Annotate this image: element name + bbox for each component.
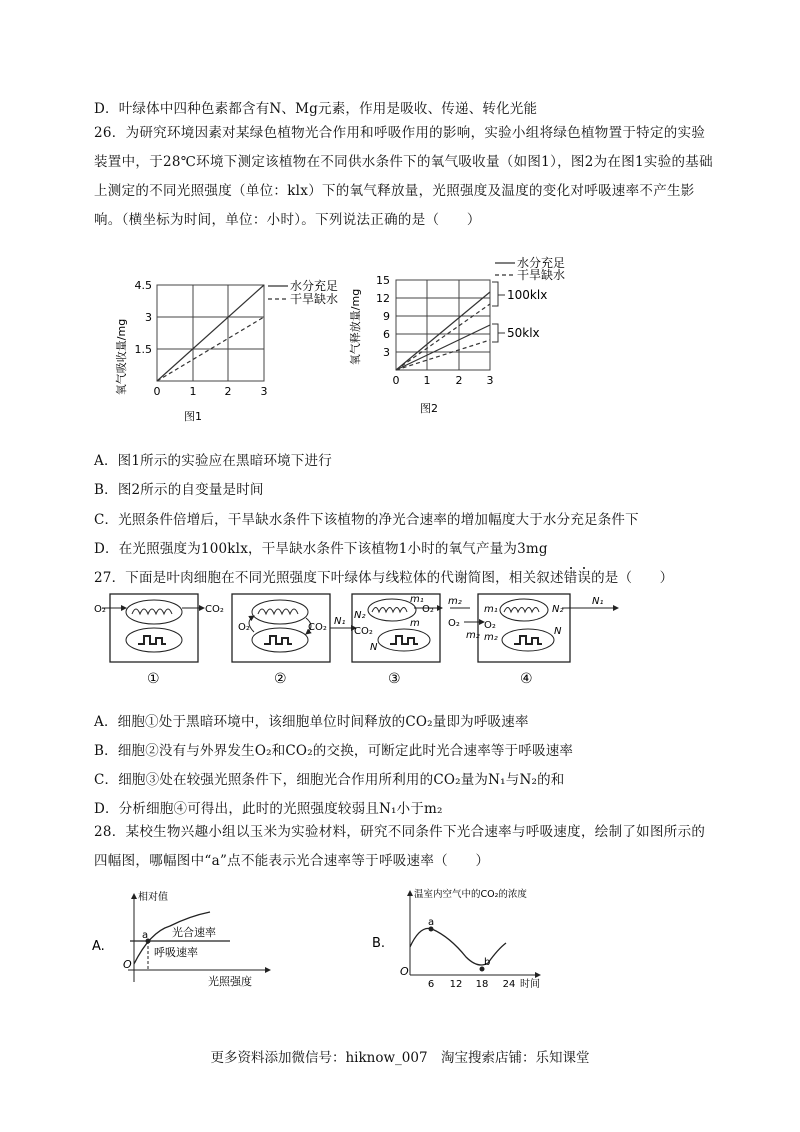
q27-option-c: C．细胞③处在较强光照条件下，细胞光合作用所利用的CO₂量为N₁与N₂的和 [94, 772, 565, 788]
q28a-curve-respiration: 呼吸速率 [154, 946, 198, 959]
fig2-legend-1: 水分充足 [517, 256, 566, 270]
q27-stem [94, 566, 673, 586]
q28b-point-b: b [484, 957, 491, 968]
fig2-ylabel: 氧气释放量/mg [349, 288, 362, 366]
fig2-caption: 图2 [420, 402, 438, 415]
q27-cells-diagram [92, 588, 622, 688]
q27-option-b: B．细胞②没有与外界发生O₂和CO₂的交换，可断定此时光合速率等于呼吸速率 [94, 743, 574, 759]
fig2-ytick-3: 3 [383, 346, 390, 359]
fig1-xtick-3: 3 [260, 385, 268, 398]
fig1-legend-2: 干旱缺水 [290, 292, 339, 306]
mid-m2-label: m₂ [466, 630, 480, 641]
cell4-n1-label: N₁ [592, 596, 604, 607]
cell-3 [330, 594, 470, 687]
q28-figure-b [370, 885, 570, 993]
fig1-ylabel: 氧气吸收量/mg [115, 318, 128, 396]
fig2-ytick-15: 15 [376, 274, 390, 287]
fig1-series-water-sufficient [157, 285, 264, 381]
cell3-co2-label: CO₂ [354, 626, 373, 637]
footer-note: 更多资料添加微信号：hiknow_007 淘宝搜索店铺：乐知课堂 [210, 1050, 590, 1066]
q28-option-b-label: B. [372, 936, 386, 951]
fig2-xtick-0: 0 [392, 374, 400, 387]
fig1-legend-1: 水分充足 [290, 279, 339, 293]
cell4-n-label: N [554, 626, 562, 637]
q28b-xtick-18: 18 [475, 979, 489, 990]
fig1-xtick-2: 2 [224, 385, 232, 398]
cell-1 [94, 594, 224, 687]
cell1-o2-label: O₂ [94, 604, 106, 615]
q28b-origin: O [400, 965, 409, 978]
fig1-ytick-3: 1.5 [134, 343, 152, 356]
cell2-o2-label: O₂ [238, 622, 250, 633]
q28-option-a-label: A. [92, 939, 105, 954]
q28b-xtick-6: 6 [427, 979, 435, 990]
q27-option-a: A．细胞①处于黑暗环境中，该细胞单位时间释放的CO₂量即为呼吸速率 [94, 714, 529, 730]
fig2-series-50klx-drought [396, 340, 490, 370]
cell1-co2-label: CO₂ [205, 604, 224, 615]
q28a-curve-photosynthesis: 光合速率 [172, 926, 216, 939]
q28a-xlabel: 光照强度 [208, 975, 252, 988]
cell3-m-label: m [410, 618, 420, 629]
cell4-n2-label: N₂ [552, 604, 564, 615]
fig2-ytick-12: 12 [376, 292, 390, 305]
fig2-group-100klx: 100klx [507, 288, 548, 302]
cell4-o2-label: O₂ [484, 620, 496, 631]
cell3-m2-label: m₂ [448, 596, 462, 607]
q28b-xunit: 时间 [520, 979, 540, 990]
fig2-xtick-2: 2 [455, 374, 463, 387]
q28-stem: 28．某校生物兴趣小组以玉米为实验材料，研究不同条件下光合速率与呼吸速度，绘制了如图所示的四幅图，哪幅图中“a”点不能表示光合速率等于呼吸速率（ ） [94, 824, 706, 869]
cell3-n-label: N [370, 642, 378, 653]
q26-stem: 26．为研究环境因素对某绿色植物光合作用和呼吸作用的影响，实验小组将绿色植物置于特定的实验装置中，于28℃环境下测定该植物在不同供水条件下的氧气吸收量（如图1），图2为在图1实验的基础上测定的不同光照强度（单位：klx）下的氧气释放量，光照强度及温度的变化对呼吸速率不产生影响。（横坐标为时间，单位：小时）。下列说法正确的是（ ） [94, 125, 713, 228]
cell-label-2: ② [274, 671, 287, 687]
cell-4 [478, 594, 618, 687]
fig2-ytick-6: 6 [383, 328, 390, 341]
q27-stem-end: 的是（ ） [591, 570, 674, 586]
q27-emph-2: 误 [577, 570, 592, 586]
cell4-m2-label: m₂ [484, 632, 498, 643]
q28-figure-a [90, 888, 280, 993]
cell3-o2-label: O₂ [422, 604, 434, 615]
mid-o2-label: O₂ [448, 618, 460, 629]
figure-1 [108, 252, 348, 427]
q26-option-a: A．图1所示的实验应在黑暗环境下进行 [94, 453, 332, 469]
fig2-series-100klx-drought [396, 304, 490, 370]
cell-label-1: ① [147, 671, 160, 687]
fig2-ytick-9: 9 [383, 310, 390, 323]
q26-option-d: D．在光照强度为100klx，干旱缺水条件下该植物1小时的氧气产量为3mg [94, 541, 548, 557]
fig2-bracket-100klx [492, 282, 505, 306]
q28a-origin: O [123, 958, 132, 971]
fig2-xtick-1: 1 [423, 374, 431, 387]
cell-2 [232, 594, 330, 687]
figure-2 [345, 252, 590, 422]
fig1-caption: 图1 [184, 410, 202, 423]
fig2-series-100klx-water [396, 292, 490, 370]
fig2-legend-2: 干旱缺水 [517, 268, 566, 282]
fig2-group-50klx: 50klx [507, 326, 540, 340]
q28b-ylabel: 温室内空气中的CO₂的浓度 [414, 889, 527, 900]
fig2-xtick-3: 3 [486, 374, 494, 387]
q27-stem-text: 27．下面是叶肉细胞在不同光照强度下叶绿体与线粒体的代谢简图，相关叙述 [94, 570, 564, 586]
q28b-xtick-12: 12 [449, 979, 463, 990]
cell-label-3: ③ [388, 671, 401, 687]
q28a-point-a: a [142, 930, 149, 941]
fig1-xtick-0: 0 [153, 385, 161, 398]
q26-option-c: C．光照条件倍增后，干旱缺水条件下该植物的净光合速率的增加幅度大于水分充足条件下 [94, 512, 639, 528]
fig1-ytick-2: 3 [145, 311, 152, 324]
fig1-ytick-1: 4.5 [134, 279, 152, 292]
fig2-bracket-50klx [492, 324, 505, 342]
q27-option-d: D．分析细胞④可得出，此时的光照强度较弱且N₁小于m₂ [94, 801, 443, 817]
fig1-xtick-1: 1 [189, 385, 197, 398]
q26-option-b: B．图2所示的自变量是时间 [94, 482, 264, 498]
cell3-n1-label: N₁ [334, 616, 346, 627]
cell-label-4: ④ [520, 671, 533, 687]
q25-option-d: D．叶绿体中四种色素都含有N、Mg元素，作用是吸收、传递、转化光能 [94, 101, 538, 117]
cell3-m1-label: m₁ [410, 594, 424, 605]
q28b-point-a: a [428, 917, 435, 928]
q27-emph-1: 错 [563, 570, 578, 586]
cell2-co2-label: CO₂ [308, 622, 327, 633]
cell4-m1-label: m₁ [484, 604, 498, 615]
q28b-xtick-24: 24 [502, 979, 516, 990]
q28a-ylabel: 相对值 [138, 892, 168, 903]
cell3-n2-label: N₂ [354, 610, 366, 621]
